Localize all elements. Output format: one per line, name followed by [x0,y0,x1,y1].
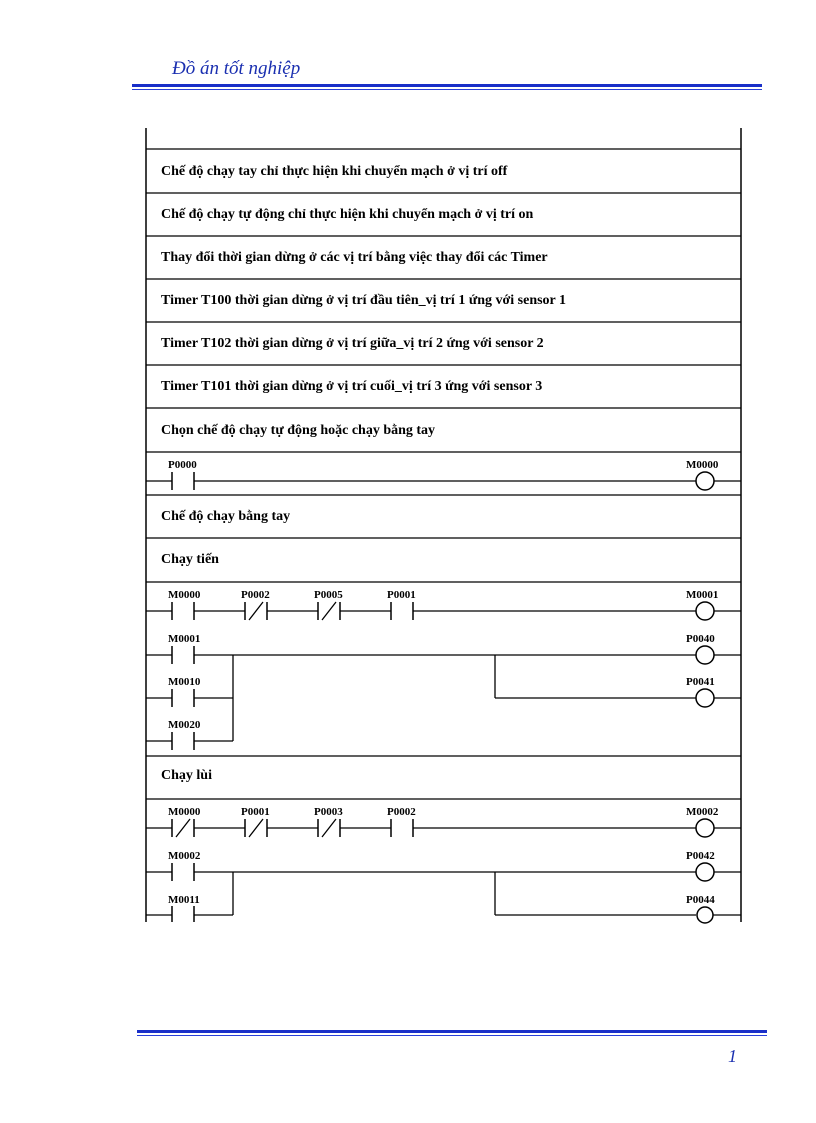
row-separators [146,149,741,799]
comment-auto-mode: Chế độ chạy tự động chỉ thực hiện khi chuyển mạch ở vị trí on [161,207,534,222]
contact-no-p0001 [391,602,413,620]
label-contact-m0001: M0001 [168,633,201,645]
header-title: Đồ án tốt nghiệp [172,58,301,79]
label-contact-p0001-reverse: P0001 [241,806,270,818]
contact-no-m0002 [172,863,194,881]
contact-no-m0010 [172,689,194,707]
label-contact-m0000: M0000 [168,589,201,601]
page-number: 1 [728,1046,737,1066]
contact-no-m0011 [172,906,194,922]
label-contact-m0002: M0002 [168,850,201,862]
rung-reverse-outputs [146,850,741,923]
comment-timer-t100: Timer T100 thời gian dừng ở vị trí đầu tiên_vị trí 1 ứng với sensor 1 [161,293,567,308]
rung-reverse [146,806,741,837]
comment-manual-run: Chế độ chạy bằng tay [161,509,291,524]
comment-timer-t102: Timer T102 thời gian dừng ở vị trí giữa_vị trí 2 ứng với sensor 2 [161,336,544,351]
coil-p0042 [696,863,714,881]
coil-p0044 [697,907,713,923]
contact-nc-p0001 [245,819,267,837]
label-contact-m0011: M0011 [168,894,200,906]
contact-nc-p0005 [318,602,340,620]
label-contact-p0002: P0002 [241,589,270,601]
comment-timer-change: Thay đổi thời gian dừng ở các vị trí bằng việc thay đổi các Timer [161,250,548,265]
comment-reverse: Chạy lùi [161,768,212,783]
label-contact-p0000: P0000 [168,459,197,471]
comment-forward: Chạy tiến [161,552,219,567]
rung-mode-select [146,459,741,490]
coil-p0041 [696,689,714,707]
coil-m0001 [696,602,714,620]
contact-nc-p0002 [245,602,267,620]
contact-no-p0000 [172,472,194,490]
rung-forward [146,589,741,620]
coil-m0000 [696,472,714,490]
contact-nc-p0003 [318,819,340,837]
footer-rule [137,1030,767,1033]
label-contact-p0002-reverse: P0002 [387,806,416,818]
coil-p0040 [696,646,714,664]
label-coil-m0001: M0001 [686,589,719,601]
coil-m0002 [696,819,714,837]
comment-timer-t101: Timer T101 thời gian dừng ở vị trí cuối_vị trí 3 ứng với sensor 3 [161,379,543,394]
label-contact-m0010: M0010 [168,676,201,688]
label-contact-p0003: P0003 [314,806,343,818]
contact-nc-m0000 [172,819,194,837]
comment-mode-select: Chọn chế độ chạy tự động hoặc chạy bằng tay [161,423,436,438]
contact-no-p0002 [391,819,413,837]
comment-manual-mode: Chế độ chạy tay chỉ thực hiện khi chuyển mạch ở vị trí off [161,164,508,179]
contact-no-m0001 [172,646,194,664]
label-coil-p0044: P0044 [686,894,715,906]
label-coil-m0000: M0000 [686,459,719,471]
label-contact-m0020: M0020 [168,719,201,731]
label-contact-p0001: P0001 [387,589,416,601]
label-coil-m0002: M0002 [686,806,719,818]
label-coil-p0040: P0040 [686,633,715,645]
label-coil-p0042: P0042 [686,850,715,862]
footer-rule-thin [137,1035,767,1036]
contact-no-m0020 [172,732,194,750]
contact-no-m0000 [172,602,194,620]
label-contact-p0005: P0005 [314,589,343,601]
rung-forward-outputs [146,633,741,750]
label-coil-p0041: P0041 [686,676,715,688]
label-contact-m0000-reverse: M0000 [168,806,201,818]
